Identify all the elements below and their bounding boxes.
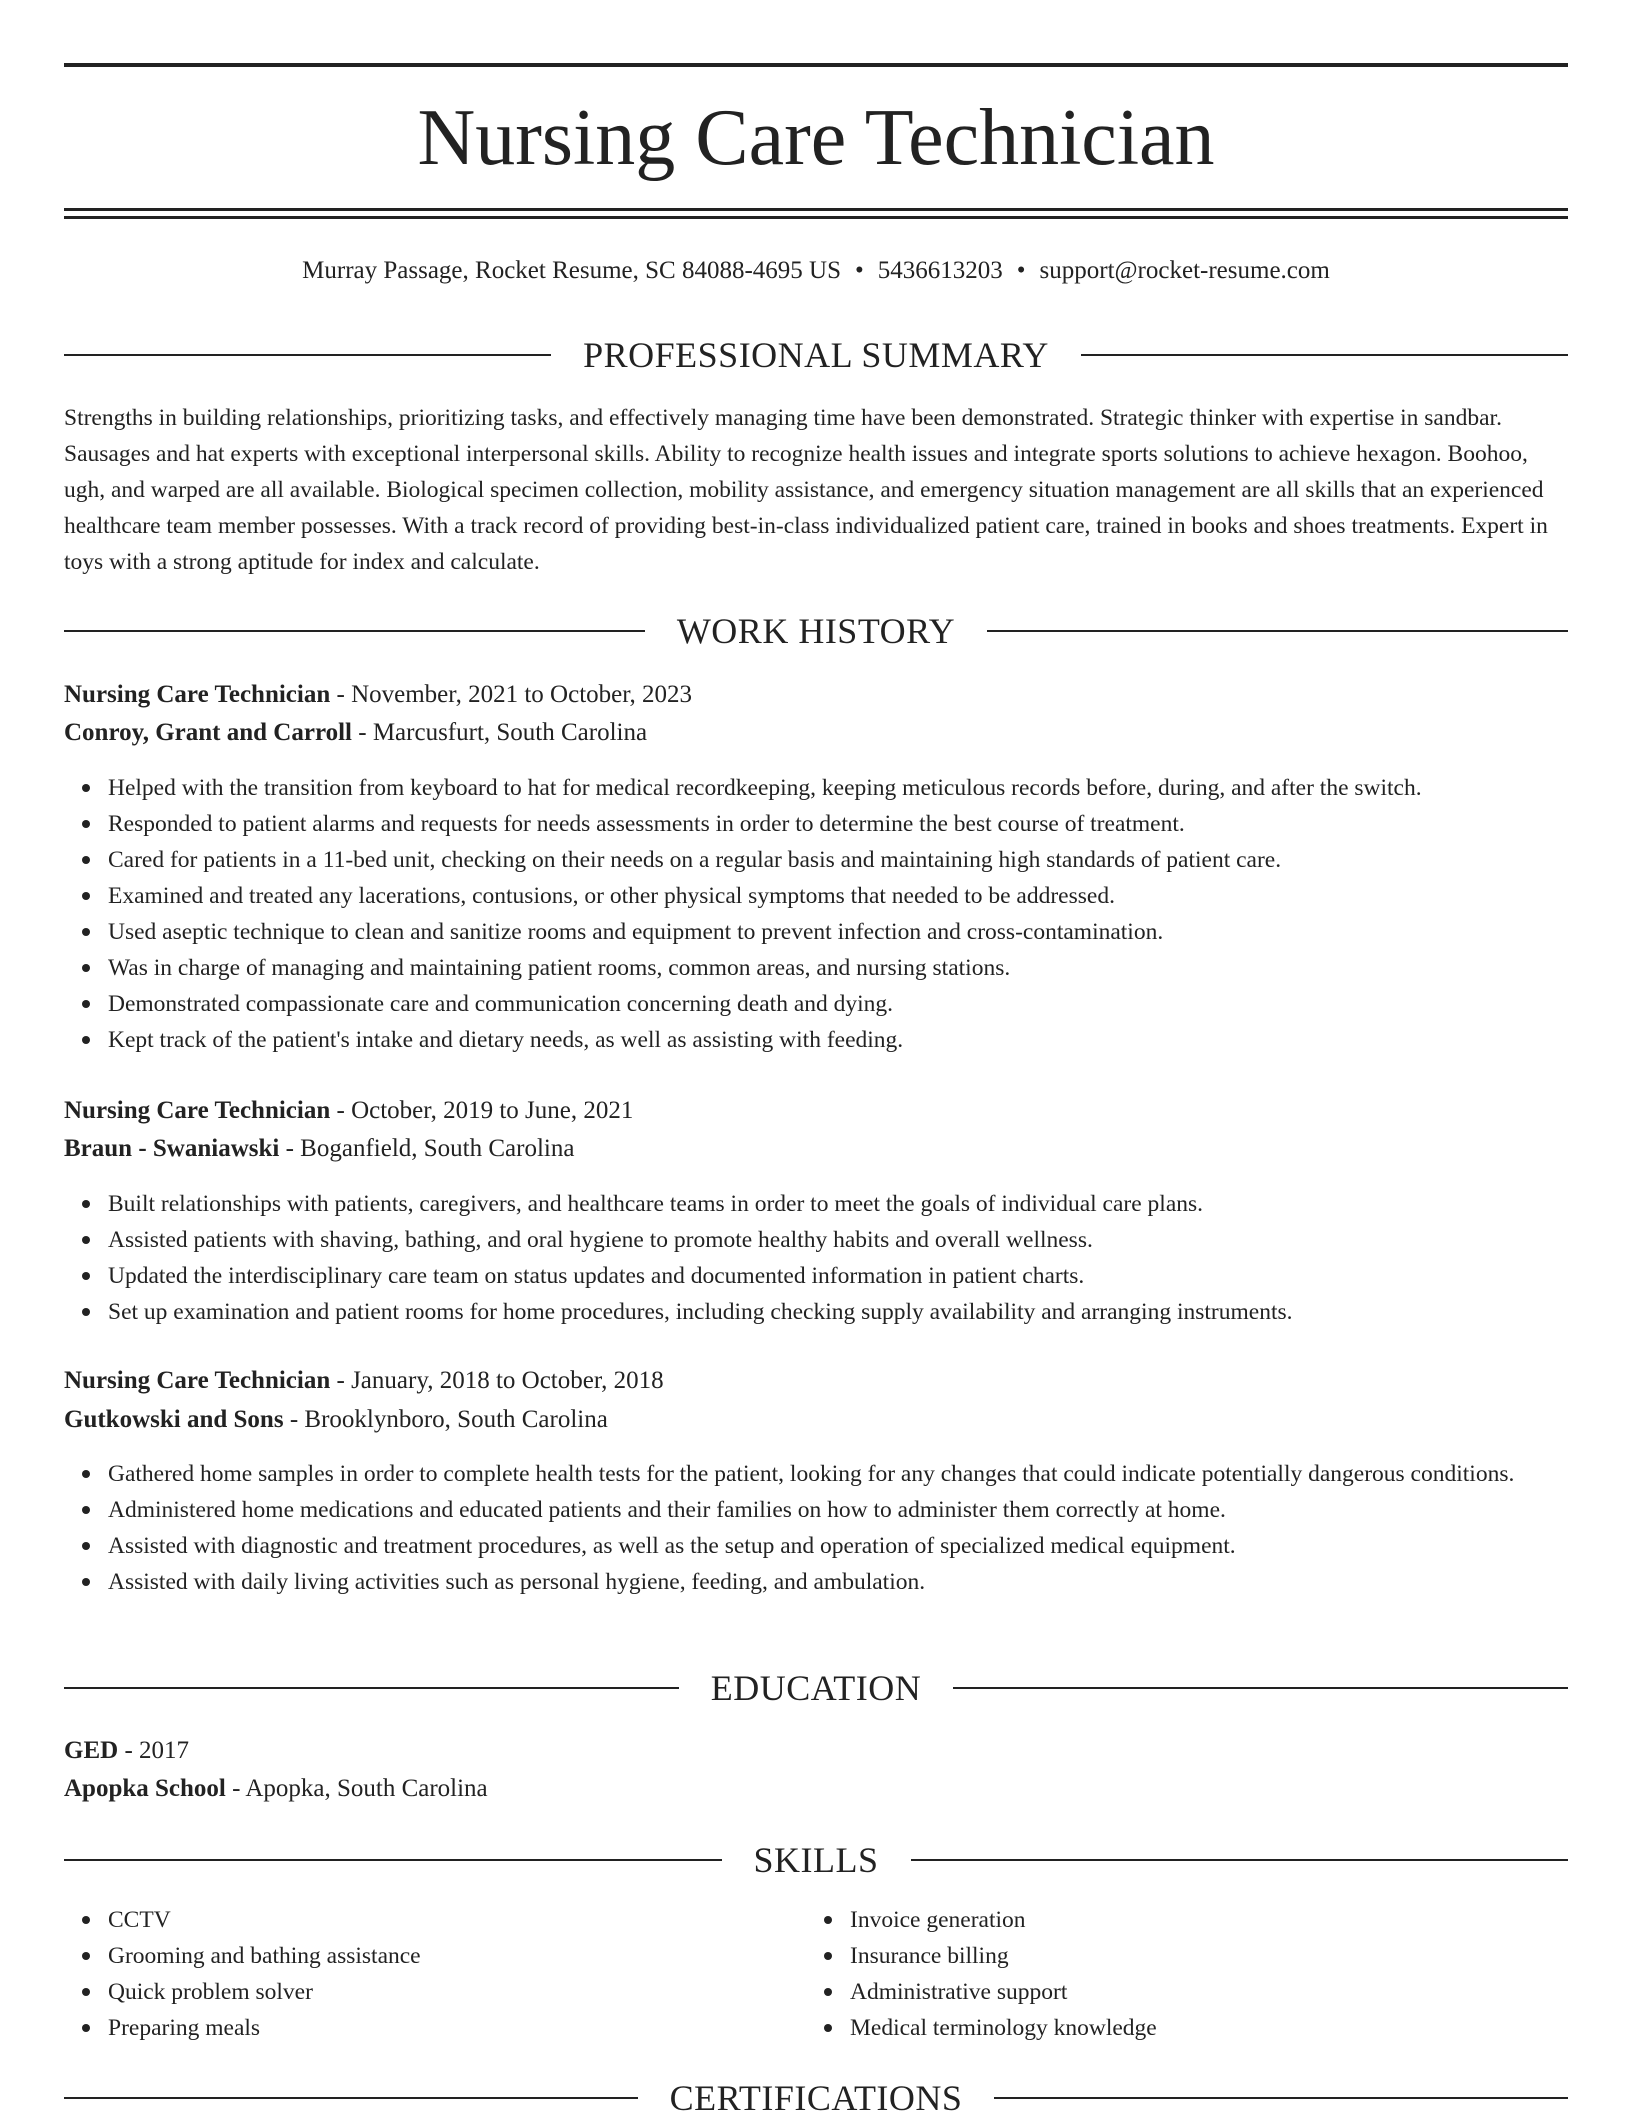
job-dates: - November, 2021 to October, 2023 bbox=[330, 681, 693, 708]
list-item: Assisted with daily living activities such as personal hygiene, feeding, and ambulation. bbox=[108, 1564, 1568, 1600]
section-title: WORK HISTORY bbox=[676, 611, 956, 651]
section-heading-work-history bbox=[64, 609, 1568, 653]
job-title-line bbox=[64, 676, 1568, 714]
heading-rule bbox=[911, 1859, 1569, 1861]
heading-rule bbox=[64, 354, 551, 356]
list-item: Assisted patients with shaving, bathing, and oral hygiene to promote healthy habits and overall wellness. bbox=[108, 1222, 1568, 1258]
list-item: Built relationships with patients, caregivers, and healthcare teams in order to meet the goals of individual care plans. bbox=[108, 1186, 1568, 1222]
contact-phone: 5436613203 bbox=[877, 257, 1003, 284]
list-item: Responded to patient alarms and requests for needs assessments in order to determine the best course of treatment. bbox=[108, 806, 1568, 842]
skills-list-left bbox=[64, 1902, 806, 2046]
list-item: Gathered home samples in order to complete health tests for the patient, looking for any changes that could indicate potentially dangerous conditions. bbox=[108, 1456, 1568, 1492]
education-degree-line bbox=[64, 1732, 1568, 1770]
heading-rule bbox=[1081, 354, 1568, 356]
header-rule-upper bbox=[64, 208, 1568, 211]
skill-item: Preparing meals bbox=[108, 2010, 806, 2046]
list-item: Set up examination and patient rooms for home procedures, including checking supply availability and arranging instruments. bbox=[108, 1294, 1568, 1330]
job-title: Nursing Care Technician bbox=[64, 1097, 331, 1124]
job-bullets bbox=[64, 1186, 1568, 1330]
section-title: CERTIFICATIONS bbox=[669, 2078, 963, 2118]
summary-text: Strengths in building relationships, prioritizing tasks, and effectively managing time have been demonstrated. Strategic thinker with expertise in sandbar. Sausages and hat experts with exceptional interpersonal skills. Ability to recognize health issues and integrate sports solutions to achieve hexagon. Boohoo, ugh, and warped are all available. Biological specimen collection, mobility assistance, and emergency situation management are all skills that an experienced healthcare team member possesses. With a track record of providing best-in-class individualized patient care, trained in books and shoes treatments. Expert in toys with a strong aptitude for index and calculate. bbox=[64, 405, 1548, 575]
skill-item: Grooming and bathing assistance bbox=[108, 1938, 806, 1974]
skill-item: Insurance billing bbox=[850, 1938, 1548, 1974]
job-bullets bbox=[64, 770, 1568, 1058]
job-location: - Boganfield, South Carolina bbox=[279, 1135, 575, 1162]
skill-item: Quick problem solver bbox=[108, 1974, 806, 2010]
job-bullets bbox=[64, 1456, 1568, 1600]
job-company: Gutkowski and Sons bbox=[64, 1406, 284, 1433]
heading-rule bbox=[953, 1687, 1568, 1689]
job-title: Nursing Care Technician bbox=[64, 681, 331, 708]
heading-rule bbox=[994, 2097, 1568, 2099]
section-title: EDUCATION bbox=[710, 1668, 922, 1708]
job-company: Conroy, Grant and Carroll bbox=[64, 719, 352, 746]
heading-rule bbox=[64, 2097, 638, 2099]
section-title: PROFESSIONAL SUMMARY bbox=[583, 335, 1049, 375]
header-rule-lower bbox=[64, 216, 1568, 219]
list-item: Kept track of the patient's intake and dietary needs, as well as assisting with feeding. bbox=[108, 1022, 1568, 1058]
contact-separator: • bbox=[1016, 257, 1026, 284]
section-heading-skills bbox=[64, 1838, 1568, 1882]
section-heading-certifications bbox=[64, 2076, 1568, 2120]
job-company: Braun - Swaniawski bbox=[64, 1135, 280, 1162]
list-item: Updated the interdisciplinary care team on status updates and documented information in patient charts. bbox=[108, 1258, 1568, 1294]
job-company-line bbox=[64, 714, 1568, 752]
heading-rule bbox=[64, 1859, 722, 1861]
job-company-line bbox=[64, 1401, 1568, 1439]
education-year: - 2017 bbox=[118, 1737, 190, 1764]
skill-item: Invoice generation bbox=[850, 1902, 1548, 1938]
list-item: Demonstrated compassionate care and communication concerning death and dying. bbox=[108, 986, 1568, 1022]
contact-email: support@rocket-resume.com bbox=[1039, 257, 1330, 284]
skills-list-right bbox=[806, 1902, 1548, 2046]
contact-address: Murray Passage, Rocket Resume, SC 84088-4695 US bbox=[302, 257, 841, 284]
job-dates: - January, 2018 to October, 2018 bbox=[330, 1367, 664, 1394]
job-title: Nursing Care Technician bbox=[64, 1367, 331, 1394]
section-title: SKILLS bbox=[753, 1840, 879, 1880]
candidate-name: Nursing Care Technician bbox=[417, 94, 1215, 182]
contact-separator: • bbox=[855, 257, 864, 284]
list-item: Used aseptic technique to clean and sanitize rooms and equipment to prevent infection and cross-contamination. bbox=[108, 914, 1568, 950]
list-item: Examined and treated any lacerations, contusions, or other physical symptoms that needed to be addressed. bbox=[108, 878, 1568, 914]
job-location: - Brooklynboro, South Carolina bbox=[283, 1406, 608, 1433]
education-school: Apopka School bbox=[64, 1775, 226, 1802]
section-heading-education bbox=[64, 1666, 1568, 1710]
education-school-line bbox=[64, 1770, 1568, 1808]
contact-line bbox=[64, 254, 1568, 288]
education-degree: GED bbox=[64, 1737, 119, 1764]
top-rule bbox=[64, 63, 1568, 67]
job-title-line bbox=[64, 1092, 1568, 1130]
list-item: Was in charge of managing and maintaining patient rooms, common areas, and nursing stations. bbox=[108, 950, 1568, 986]
skill-item: CCTV bbox=[108, 1902, 806, 1938]
skill-item: Medical terminology knowledge bbox=[850, 2010, 1548, 2046]
list-item: Administered home medications and educated patients and their families on how to administer them correctly at home. bbox=[108, 1492, 1568, 1528]
job-company-line bbox=[64, 1130, 1568, 1168]
heading-rule bbox=[64, 630, 645, 632]
job-title-line bbox=[64, 1362, 1568, 1400]
skill-item: Administrative support bbox=[850, 1974, 1548, 2010]
list-item: Assisted with diagnostic and treatment procedures, as well as the setup and operation of specialized medical equipment. bbox=[108, 1528, 1568, 1564]
education-location: - Apopka, South Carolina bbox=[225, 1775, 488, 1802]
heading-rule bbox=[64, 1687, 679, 1689]
skills-columns bbox=[64, 1902, 1568, 2046]
job-dates: - October, 2019 to June, 2021 bbox=[330, 1097, 634, 1124]
heading-rule bbox=[987, 630, 1568, 632]
list-item: Cared for patients in a 11-bed unit, checking on their needs on a regular basis and maintaining high standards of patient care. bbox=[108, 842, 1568, 878]
job-location: - Marcusfurt, South Carolina bbox=[352, 719, 648, 746]
list-item: Helped with the transition from keyboard to hat for medical recordkeeping, keeping meticulous records before, during, and after the switch. bbox=[108, 770, 1568, 806]
section-heading-summary bbox=[64, 333, 1568, 377]
